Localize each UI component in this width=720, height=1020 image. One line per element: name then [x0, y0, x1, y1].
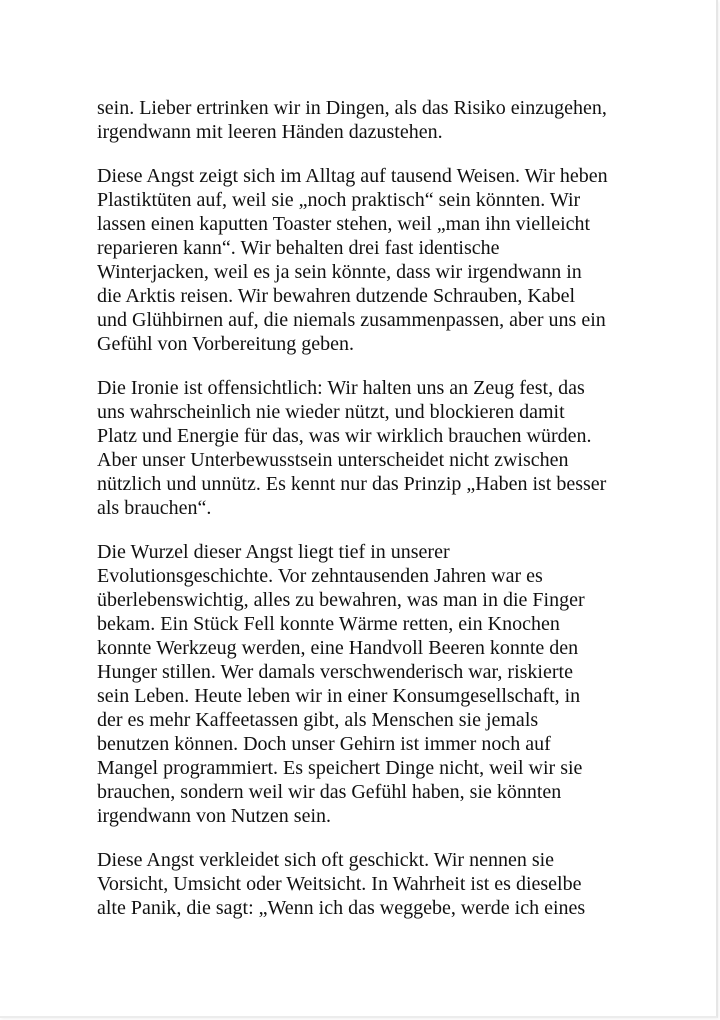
paragraph-4	[97, 540, 637, 828]
text-line: sein. Lieber ertrinken wir in Dingen, als das Risiko einzugehen,	[97, 97, 607, 119]
text-line: reparieren kann“. Wir behalten drei fast identische	[97, 237, 500, 259]
text-line: und Glühbirnen auf, die niemals zusammenpassen, aber uns ein	[97, 309, 606, 331]
text-line: Vorsicht, Umsicht oder Weitsicht. In Wahrheit ist es dieselbe	[97, 873, 582, 895]
text-line: lassen einen kaputten Toaster stehen, weil „man ihn vielleicht	[97, 213, 591, 235]
text-line: Gefühl von Vorbereitung geben.	[97, 333, 354, 355]
text-line: Aber unser Unterbewusstsein unterscheidet nicht zwischen	[97, 449, 569, 471]
text-line: irgendwann mit leeren Händen dazustehen.	[97, 121, 443, 143]
text-line: Winterjacken, weil es ja sein könnte, dass wir irgendwann in	[97, 261, 582, 283]
text-line: Evolutionsgeschichte. Vor zehntausenden Jahren war es	[97, 565, 543, 587]
document-body	[97, 96, 637, 940]
text-line: irgendwann von Nutzen sein.	[97, 805, 332, 827]
paragraph-2	[97, 164, 637, 356]
text-line: uns wahrscheinlich nie wieder nützt, und blockieren damit	[97, 401, 565, 423]
text-line: konnte Werkzeug werden, eine Handvoll Beeren konnte den	[97, 637, 579, 659]
text-line: brauchen, sondern weil wir das Gefühl haben, sie könnten	[97, 781, 562, 803]
text-line: Mangel programmiert. Es speichert Dinge nicht, weil wir sie	[97, 757, 583, 779]
text-line: als brauchen“.	[97, 497, 212, 519]
text-line: Die Wurzel dieser Angst liegt tief in unserer	[97, 541, 450, 563]
paragraph-1	[97, 96, 637, 144]
paragraph-5	[97, 848, 637, 920]
text-line: alte Panik, die sagt: „Wenn ich das weggebe, werde ich eines	[97, 897, 586, 919]
text-line: nützlich und unnütz. Es kennt nur das Prinzip „Haben ist besser	[97, 473, 607, 495]
text-line: der es mehr Kaffeetassen gibt, als Menschen sie jemals	[97, 709, 539, 731]
text-line: die Arktis reisen. Wir bewahren dutzende Schrauben, Kabel	[97, 285, 576, 307]
text-line: Plastiktüten auf, weil sie „noch praktisch“ sein könnten. Wir	[97, 189, 581, 211]
text-line: Die Ironie ist offensichtlich: Wir halten uns an Zeug fest, das	[97, 377, 585, 399]
text-line: überlebenswichtig, alles zu bewahren, was man in die Finger	[97, 589, 585, 611]
paragraph-3	[97, 376, 637, 520]
text-line: Hunger stillen. Wer damals verschwenderisch war, riskierte	[97, 661, 573, 683]
text-line: Platz und Energie für das, was wir wirklich brauchen würden.	[97, 425, 592, 447]
text-line: benutzen können. Doch unser Gehirn ist immer noch auf	[97, 733, 551, 755]
text-line: Diese Angst verkleidet sich oft geschickt. Wir nennen sie	[97, 849, 555, 871]
text-line: sein Leben. Heute leben wir in einer Konsumgesellschaft, in	[97, 685, 581, 707]
text-line: bekam. Ein Stück Fell konnte Wärme retten, ein Knochen	[97, 613, 560, 635]
text-line: Diese Angst zeigt sich im Alltag auf tausend Weisen. Wir heben	[97, 165, 608, 187]
